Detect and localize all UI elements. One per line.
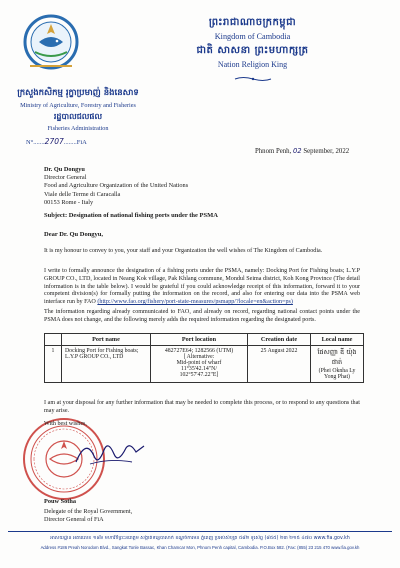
recipient-name: Dr. Qu Dongyu [44,166,85,173]
location-midpoint: Mid-point of wharf [176,360,222,366]
table-row [45,346,364,383]
kingdom-header [150,15,355,87]
cell-port-location [151,346,248,383]
ministry-khmer: ក្រសួងកសិកម្ម រុក្ខាប្រមាញ់ និងនេសាទ [17,88,139,98]
motto-khmer: ជាតិ សាសនា ព្រះមហាក្សត្រ [196,45,309,56]
letter-date [255,147,349,155]
cell-port-name: Docking Port for Fishing boats; L.Y.P GROUP CO., LTD [62,346,151,383]
handwritten-signature-icon [70,428,150,478]
fia-english: Fisheries Administration [47,125,109,133]
kingdom-khmer: ព្រះរាជាណាចក្រកម្ពុជា [208,17,297,28]
local-name-romanized: (Phei Oknha Ly Yong Phat) [318,368,356,380]
letter-subject: Subject: Designation of national fishing ports under the PSMA [44,212,218,219]
ministry-header [8,88,148,132]
fia-emblem-icon [20,12,82,76]
table-header-row [45,334,364,346]
table-header-local-name: Local name [311,334,364,346]
location-lat: 11°35'42.14"N/ [181,366,217,372]
signer-title-delegate: Delegate of the Royal Government, [44,508,133,515]
table-header-no [45,334,62,346]
date-city: Phnom Penh, [255,148,292,155]
cell-local-name [311,346,364,383]
psma-web-link[interactable]: (http://www.fao.org/fishery/port-state-measures/psmapp/?locale=en&action=ps) [97,299,293,306]
ref-prefix: N° [26,139,34,146]
paragraph-announcement-text: I write to formally announce the designation of a fishing ports under the PSMA, namely: Docking Port for Fishing boats; L.Y.P GROUP CO., LTD, located in Neang Kok village, Pak Khlang commune, Mondul Seima district, Koh Kong Province (The detail information is in the table below). I would be grateful if you could acknowledge receipt of this information, forward it to your competent division(s) for formally putting the information on the record, and also for entering our data into the PSMA web interface run by FAO [44,268,360,306]
cell-no: 1 [45,346,62,383]
signer-name: Pouw Sotha [44,498,77,505]
closing-line: With best wishes, [44,421,87,427]
paragraph-information: The information regarding already communicated to FAO, and already on record, regarding national contact points under the PSMA does not change, and the following merely adds the required information regarding the designated ports. [44,309,360,323]
ref-suffix: .FiA [75,139,87,146]
footer-divider [8,531,392,532]
location-lon: 102°57'47.22"E] [179,372,219,378]
recipient-street: Viale delle Terme di Caracalla [44,190,121,198]
signer-title-director: Director General of FiA [44,516,104,523]
table-header-port-name: Port name [62,334,151,346]
kingdom-english: Kingdom of Cambodia [214,32,291,41]
reference-number: N°.......2707........FiA [26,137,87,146]
fia-khmer: រដ្ឋបាលជលផល [53,112,103,122]
ministry-english: Ministry of Agriculture, Forestry and Fisheries [20,102,136,109]
paragraph-disposal: I am at your disposal for any further information that may be needed to complete this process, or to respond to any questions that may arise. [44,400,360,414]
table-header-port-location: Port location [151,334,248,346]
footer-address-english: Address #186 Preah Norodom Blvd., Sangkat Tonle Bassac, Khan Chamcar Mon, Phnom Penh capital, Cambodia. P.O.Box 582. (Fax: (855) 23 215 470 www.fia.gov.kh [40,545,360,550]
local-name-khmer: ផែសញ្ញា ឌី យ៉ុងផាត់ [317,348,357,366]
ports-table [44,333,364,383]
recipient-title: Director General [44,174,87,182]
recipient-city: 00153 Rome - Italy [44,198,94,206]
location-utm: 482727E64; 1282566 (UTM) [164,348,234,354]
footer-address-khmer: អាសយដ្ឋាន អគារលេខ ១៨៦ មហាវិថីព្រះនរោត្តម សង្កាត់ទន្លេបាសាក់ ខណ្ឌចំការមន ភ្នំពេញ ប្រអប់សំបុត្រ ៥៨២ ទូរស័ព្ទ (៨៥៥) ២៣ ២១៥ ៤៧០ www.fia.gov.kh [50,536,350,541]
table-header-creation-date: Creation date [248,334,311,346]
recipient-address [44,166,188,207]
motto-english: Nation Religion King [217,60,288,69]
date-month-year: September, 2022 [303,148,350,155]
ornament-icon [233,76,273,82]
location-alt: [ Alternative: [183,354,215,360]
cell-creation-date: 25 August 2022 [248,346,311,383]
recipient-org: Food and Agriculture Organization of the United Nations [44,182,189,190]
paragraph-announcement [44,268,360,307]
date-day: 02 [292,147,302,155]
salutation: Dear Dr. Qu Dongyu, [44,231,104,238]
ref-number: 2707 [44,137,64,146]
paragraph-greeting: It is my honour to convey to you, your staff and your Organization the well wishes of The Kingdom of Cambodia. [44,248,323,254]
